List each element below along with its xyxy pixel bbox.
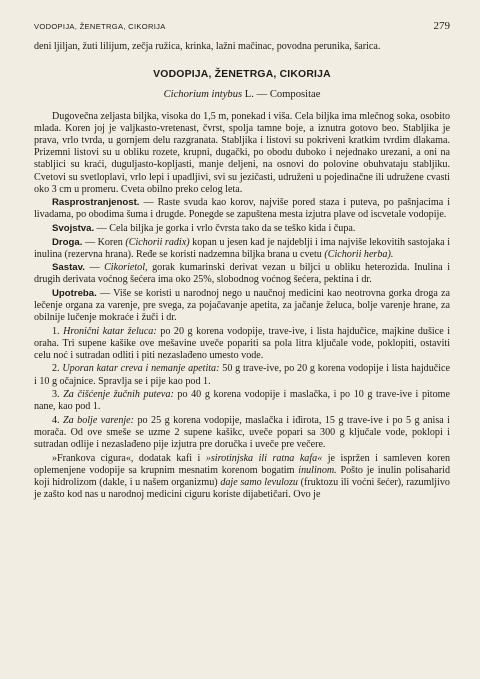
closing-italic-1: »sirotinjska ili ratna kafa« — [205, 452, 323, 464]
recipe-item — [34, 363, 450, 387]
running-title: VODOPIJA, ŽENETRGA, CIKORIJA — [34, 22, 166, 31]
composition-dash: — — [89, 262, 100, 274]
page-number: 279 — [433, 20, 450, 32]
recipe-number: 4. — [52, 414, 60, 426]
plant-family: — Compositae — [256, 89, 321, 101]
composition-text: gorak kumarinski derivat vezan u biljci u obliku heterozida. Inulina i drugih derivata voćnog šećera ima oko 25%, slobodnog voćnog šećera, pektina i dr. — [34, 262, 451, 286]
recipe-text: po 25 g korena vodopije, maslačka i iđirota, 15 g trave-ive i po 5 g anisa i morača. Od ove smeše se uzme 2 supene kašikc, uveče popari sa 300 g ključale vode, poklopi i sutradan odlije i nezaslađeno pije izjutra pre doručka i uveče pre večere. — [34, 414, 450, 451]
article-title: VODOPIJA, ŽENETRGA, CIKORIJA — [153, 69, 331, 81]
drug-latin-2: (Cichorii herba). — [324, 248, 394, 260]
recipe-title: Za čišćenje žučnih puteva: — [63, 389, 174, 401]
section-use — [34, 288, 450, 324]
closing-text-1: »Frankova cigura«, dodatak kafi i — [52, 452, 201, 464]
recipe-title: Uporan katar creva i nemanje apetita: — [62, 363, 220, 375]
running-head — [34, 20, 450, 38]
section-text-use: — Više se koristi u narodnoj nego u naučnoj medicini kao neotrovna gorka droga za lečenje organa za varenje, pre svega, za pojačavanje apetita, za jačanje želuca, bolje varenje hrane, za obilnije lučenje mokraće i žuči i dr. — [34, 287, 450, 324]
drug-latin-1: (Cichorii radix) — [125, 236, 190, 248]
closing-text-3: Pošto je inulin polisaharid koji hidrolizom (dakle, i u našem organizmu) — [34, 464, 450, 488]
section-heading-composition: Sastav. — [52, 262, 85, 274]
section-text-properties: — Cela biljka je gorka i vrlo čvrsta tako da se teško kida i čupa. — [96, 222, 356, 234]
recipe-title: Hronični katar želuca: — [63, 325, 157, 337]
latin-name-line — [34, 89, 450, 100]
closing-text-4: (fruktozu ili voćni šećer), razumljivo je zašto kod nas u narodnoj medicini ciguru koriste dijabetičari. Ovo je — [34, 476, 450, 500]
closing-text-2: je ispržen i samleven koren oplemenjene vodopije sa krupnim mesnatim korenom bogatim — [34, 452, 450, 476]
recipe-number: 3. — [52, 389, 60, 401]
closing-paragraph — [34, 453, 450, 501]
recipe-text: po 40 g korena vodopije i maslačka, i po 10 g trave-ive i pitome nane, kao pod 1. — [34, 389, 450, 413]
closing-italic-3: daje samo levulozu — [220, 476, 298, 488]
section-composition — [34, 262, 450, 286]
recipe-item — [34, 389, 450, 413]
section-heading-drug: Droga. — [52, 236, 83, 248]
section-heading-distribution: Rasprostranjenost. — [52, 197, 140, 209]
continuation-paragraph: deni ljiljan, žuti lilijum, zečja ružica, krinka, lažni mačinac, povodna perunika, šarica. — [34, 41, 381, 52]
recipe-number: 2. — [52, 363, 60, 375]
recipe-item — [34, 326, 450, 362]
drug-text-1: — Koren — [84, 236, 123, 248]
drug-text-2: kopan u jesen kad je najdeblji i ima najviše lekovitih sastojaka i inulina (rezervna hrana). Ređe se koristi nadzemna biljka brana u cvetu — [34, 236, 450, 260]
latin-name: Cichorium intybus — [163, 89, 243, 101]
recipe-text: 50 g trave-ive, po 20 g korena vodopije i lista hajdučice i 10 g očajnice. Spravlja se i pije kao pod 1. — [34, 363, 450, 387]
section-properties — [34, 223, 450, 235]
section-text-distribution: — Raste svuda kao korov, najviše pored staza i puteva, po pašnjacima i livadama, po obodima šuma i drugde. Ponegde se zapuštena mesta izjutra plave od iscvetale vodopije. — [34, 197, 450, 221]
recipe-item — [34, 415, 450, 451]
recipe-number: 1. — [52, 325, 60, 337]
closing-italic-2: inulinom. — [298, 464, 337, 476]
intro-paragraph: Dugovečna zeljasta biljka, visoka do 1,5 m, ponekad i viša. Cela biljka ima mlečnog soka, osobito mlada. Koren joj je valjkasto-vretenast, čvrst, spolja tamne boje, a iznutra gotovo beo. Stabljika je prava, vrlo tvrda, u gornjem delu razgranata. Stabljika i listovi su pokriveni kratkim tvrdim dlakama. Prizemni listovi su u obliku rozete, krupni, dugački, po obodu duboko i nejednako urezani, a oni na stabljici su kraći, duguljasto-kopljasti, manje deljeni, na osnovi do polovine obuhvataju stabljiku. Cvetovi su svetloplavi, vrlo lepi i upadljivi, svi su jezičasti, udruženi u pojedinačne ili udružene cvasti oko 3 cm u promeru. Cveta obilno preko celog leta. — [34, 111, 450, 195]
section-distribution — [34, 197, 450, 221]
composition-term: Cikorietol, — [104, 262, 148, 274]
recipe-title: Za bolje varenje: — [63, 414, 135, 426]
author-abbrev: L. — [244, 89, 254, 101]
section-heading-use: Upotreba. — [52, 287, 97, 299]
section-drug — [34, 237, 450, 261]
section-heading-properties: Svojstva. — [52, 222, 95, 234]
recipe-text: po 20 g korena vodopije, trave-ive, i lista hajdučice, majkine dušice i oraha. Tri supene kašike ove mešavine uveče popariti sa pola litra ključale vode, poklopiti, ostaviti celu noć i sutradan odliti i piti nezaslađeno umesto vode. — [34, 325, 451, 361]
